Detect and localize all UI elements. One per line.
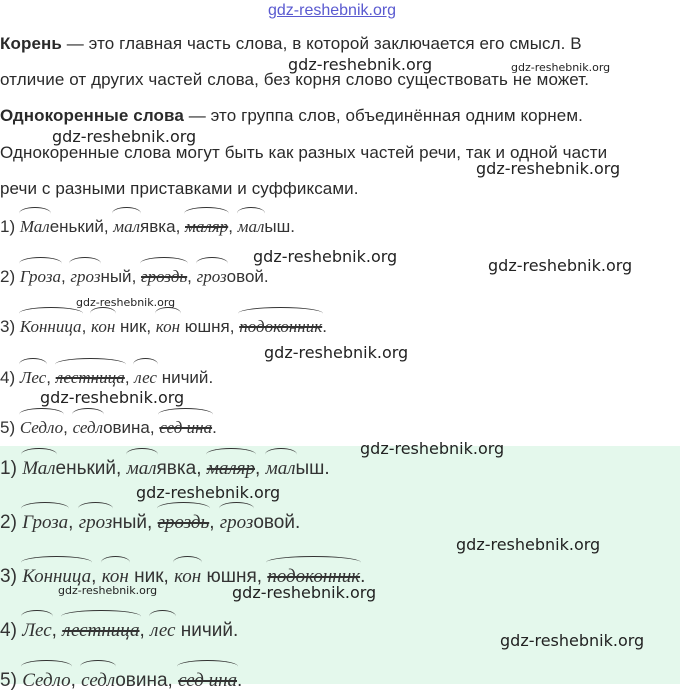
- root-arc-mark: [19, 307, 83, 320]
- separator: ,: [103, 217, 114, 236]
- root-definition-line1: [0, 34, 582, 54]
- root-term: Корень: [0, 34, 62, 53]
- row-number: 2): [0, 512, 23, 533]
- separator: .: [232, 620, 239, 641]
- separator: ,: [187, 267, 197, 286]
- root-arc-mark: [140, 257, 188, 270]
- row-number: 4): [0, 368, 20, 387]
- root-arc-mark: [184, 207, 229, 220]
- watermark: gdz-reshebnik.org: [232, 583, 377, 602]
- root-arc-mark: [206, 448, 256, 461]
- word-ending: овой: [226, 267, 264, 286]
- word-ending: юшня: [180, 317, 230, 336]
- cognate-word: [127, 458, 197, 480]
- word-root: мал: [113, 217, 140, 237]
- cognate-word: [134, 368, 208, 388]
- non-cognate-word: [158, 512, 210, 534]
- non-cognate-word: [239, 317, 322, 337]
- cognate-definition-line2: Однокоренные слова могут быть как разных частей речи, так и одной части: [0, 143, 608, 162]
- separator: .: [263, 267, 269, 286]
- root-arc-mark: [126, 448, 158, 461]
- row-number: 5): [0, 670, 23, 691]
- non-cognate-word: [159, 418, 212, 438]
- word-ending: ный: [100, 267, 132, 286]
- cognate-word: [238, 217, 291, 237]
- word-root: Мал: [22, 458, 55, 480]
- cognate-word: [113, 217, 175, 237]
- word-root: кон: [156, 317, 180, 337]
- cognate-word: [197, 267, 264, 287]
- separator: ,: [146, 317, 156, 336]
- watermark: gdz-reshebnik.org: [76, 296, 176, 309]
- separator: ,: [68, 512, 79, 533]
- header-watermark[interactable]: gdz-reshebnik.org: [268, 2, 397, 19]
- cognate-word: [81, 670, 167, 692]
- separator: ,: [70, 670, 82, 691]
- word-root: Мал: [20, 217, 50, 237]
- word-root: кон: [102, 566, 129, 588]
- watermark: gdz-reshebnik.org: [360, 439, 505, 458]
- word-root: мал: [127, 458, 157, 480]
- watermark: gdz-reshebnik.org: [40, 388, 185, 407]
- word-ending: юшня: [201, 566, 257, 587]
- root-arc-mark: [177, 660, 238, 673]
- cognate-term: Однокоренные слова: [0, 106, 184, 125]
- separator: ,: [147, 512, 158, 533]
- separator: ,: [139, 620, 151, 641]
- word-root: лестница: [56, 368, 125, 388]
- root-arc-mark: [237, 207, 266, 220]
- word-root: лес: [134, 368, 157, 388]
- separator: ,: [256, 566, 268, 587]
- top-row-2: [0, 267, 269, 287]
- separator: ,: [81, 317, 92, 336]
- word-root: гроздь: [141, 267, 187, 287]
- word-ending: овина: [103, 418, 150, 437]
- root-arc-mark: [21, 502, 69, 515]
- word-ending: ничий: [175, 620, 233, 641]
- root-arc-mark: [21, 610, 52, 623]
- top-row-3: [0, 317, 327, 337]
- word-root: гроз: [79, 512, 113, 534]
- cognate-word: [20, 267, 61, 287]
- word-root: мал: [266, 458, 296, 480]
- cognate-word: [22, 620, 51, 642]
- word-root: Лес: [22, 620, 51, 642]
- non-cognate-word: [56, 368, 125, 388]
- word-root: Гроза: [20, 267, 61, 287]
- word-root: Лес: [20, 368, 46, 388]
- watermark: gdz-reshebnik.org: [264, 343, 409, 362]
- root-arc-mark: [72, 408, 104, 421]
- watermark: gdz-reshebnik.org: [58, 584, 158, 597]
- word-root: кон: [91, 317, 115, 337]
- root-arc-mark: [61, 610, 140, 623]
- word-ending: овой: [253, 512, 295, 533]
- root-arc-mark: [19, 207, 51, 220]
- root-arc-mark: [173, 556, 202, 569]
- separator: .: [360, 566, 366, 587]
- root-arc-mark: [265, 448, 297, 461]
- word-ending: ничий: [156, 368, 209, 387]
- non-cognate-word: [62, 620, 139, 642]
- cognate-word: [22, 670, 70, 692]
- watermark: gdz-reshebnik.org: [288, 55, 433, 74]
- root-arc-mark: [80, 660, 116, 673]
- separator: ,: [175, 217, 186, 236]
- cognate-word: [20, 368, 46, 388]
- word-root: мал: [238, 217, 265, 237]
- root-arc-mark: [21, 556, 92, 569]
- cognate-word: [22, 512, 68, 534]
- watermark: gdz-reshebnik.org: [511, 61, 611, 74]
- cognate-definition-line1: [0, 106, 583, 126]
- cognate-word: [79, 512, 147, 534]
- top-row-5: [0, 418, 217, 438]
- word-root: сед ина: [178, 670, 237, 692]
- separator: ,: [163, 566, 175, 587]
- word-ending: ыш: [264, 217, 291, 236]
- separator: ,: [167, 670, 179, 691]
- cognate-word: [220, 512, 295, 534]
- separator: ,: [229, 317, 240, 336]
- word-ending: ыш: [295, 458, 325, 479]
- word-root: гроздь: [158, 512, 210, 534]
- cognate-word: [266, 458, 325, 480]
- word-root: Конница: [22, 566, 91, 588]
- separator: ,: [228, 217, 238, 236]
- word-ending: явка: [140, 217, 176, 236]
- word-root: подоконник: [239, 317, 322, 337]
- root-definition-line2: отличие от других частей слова, без корня слово существовать не может.: [0, 70, 590, 89]
- root-arc-mark: [238, 307, 323, 320]
- row-number: 5): [0, 418, 20, 437]
- highlighted-row-4: [0, 620, 238, 642]
- root-arc-mark: [78, 502, 114, 515]
- root-arc-mark: [19, 358, 47, 371]
- root-arc-mark: [158, 408, 213, 421]
- cognate-word: [91, 317, 146, 337]
- cognate-definition-line3: речи с разными приставками и суффиксами.: [0, 179, 359, 198]
- top-row-1: [0, 217, 295, 237]
- cognate-word: [150, 620, 233, 642]
- separator: .: [294, 512, 301, 533]
- separator: ,: [255, 458, 266, 479]
- cognate-word: [20, 317, 82, 337]
- separator: ,: [124, 368, 135, 387]
- cognate-word: [22, 458, 116, 480]
- word-root: маляр: [207, 458, 255, 480]
- highlighted-row-2: [0, 512, 300, 534]
- cognate-word: [20, 217, 104, 237]
- cognate-word: [70, 267, 131, 287]
- word-ending: овина: [115, 670, 168, 691]
- root-arc-mark: [21, 448, 56, 461]
- watermark: gdz-reshebnik.org: [456, 535, 601, 554]
- separator: .: [208, 368, 214, 387]
- root-arc-mark: [21, 660, 71, 673]
- word-root: Седло: [20, 418, 63, 438]
- highlighted-row-1: [0, 458, 330, 480]
- separator: ,: [60, 267, 71, 286]
- row-number: 2): [0, 267, 20, 286]
- separator: ,: [63, 418, 73, 437]
- non-cognate-word: [207, 458, 255, 480]
- watermark: gdz-reshebnik.org: [253, 247, 398, 266]
- word-ending: енький: [49, 217, 104, 236]
- separator: ,: [131, 267, 142, 286]
- cognate-definition-text: — это группа слов, объединённая одним корнем.: [183, 106, 583, 125]
- watermark: gdz-reshebnik.org: [500, 631, 645, 650]
- word-ending: явка: [156, 458, 197, 479]
- separator: ,: [46, 368, 56, 387]
- top-row-4: [0, 368, 213, 388]
- row-number: 1): [0, 458, 23, 479]
- separator: .: [290, 217, 295, 236]
- separator: ,: [196, 458, 207, 479]
- highlighted-row-5: [0, 670, 242, 692]
- word-root: лес: [150, 620, 175, 642]
- watermark: gdz-reshebnik.org: [52, 127, 197, 146]
- root-arc-mark: [101, 556, 130, 569]
- separator: .: [322, 317, 327, 336]
- separator: ,: [209, 512, 220, 533]
- cognate-word: [73, 418, 150, 438]
- non-cognate-word: [178, 670, 237, 692]
- root-definition-text: — это главная часть слова, в которой заключается его смысл. В: [61, 34, 582, 53]
- cognate-word: [156, 317, 230, 337]
- separator: .: [212, 418, 217, 437]
- root-arc-mark: [157, 502, 211, 515]
- row-number: 3): [0, 566, 23, 587]
- root-arc-mark: [149, 610, 176, 623]
- word-root: подоконник: [267, 566, 360, 588]
- word-root: Гроза: [22, 512, 68, 534]
- word-root: седл: [73, 418, 103, 438]
- separator: ,: [149, 418, 160, 437]
- word-root: сед ина: [159, 418, 212, 438]
- row-number: 1): [0, 217, 20, 236]
- root-arc-mark: [133, 358, 158, 371]
- word-ending: енький: [55, 458, 117, 479]
- cognate-word: [20, 418, 63, 438]
- row-number: 3): [0, 317, 20, 336]
- watermark: gdz-reshebnik.org: [136, 483, 281, 502]
- root-arc-mark: [69, 257, 101, 270]
- word-ending: ник: [115, 317, 147, 336]
- root-arc-mark: [112, 207, 141, 220]
- word-root: гроз: [220, 512, 254, 534]
- word-root: маляр: [185, 217, 228, 237]
- word-root: гроз: [197, 267, 227, 287]
- root-arc-mark: [266, 556, 361, 569]
- root-arc-mark: [55, 358, 126, 371]
- root-arc-mark: [155, 307, 181, 320]
- word-root: лестница: [62, 620, 139, 642]
- watermark: gdz-reshebnik.org: [476, 159, 621, 178]
- row-number: 4): [0, 620, 23, 641]
- non-cognate-word: [185, 217, 228, 237]
- separator: ,: [91, 566, 102, 587]
- word-root: Седло: [22, 670, 70, 692]
- root-arc-mark: [19, 408, 64, 421]
- non-cognate-word: [141, 267, 187, 287]
- word-root: кон: [174, 566, 201, 588]
- watermark: gdz-reshebnik.org: [488, 256, 633, 275]
- root-arc-mark: [90, 307, 116, 320]
- word-root: гроз: [70, 267, 100, 287]
- separator: ,: [51, 620, 63, 641]
- root-arc-mark: [196, 257, 228, 270]
- root-arc-mark: [219, 502, 255, 515]
- word-ending: ный: [112, 512, 148, 533]
- word-root: Конница: [20, 317, 82, 337]
- separator: .: [237, 670, 243, 691]
- word-ending: ник: [128, 566, 164, 587]
- root-arc-mark: [19, 257, 62, 270]
- separator: .: [324, 458, 330, 479]
- word-root: седл: [81, 670, 115, 692]
- separator: ,: [116, 458, 127, 479]
